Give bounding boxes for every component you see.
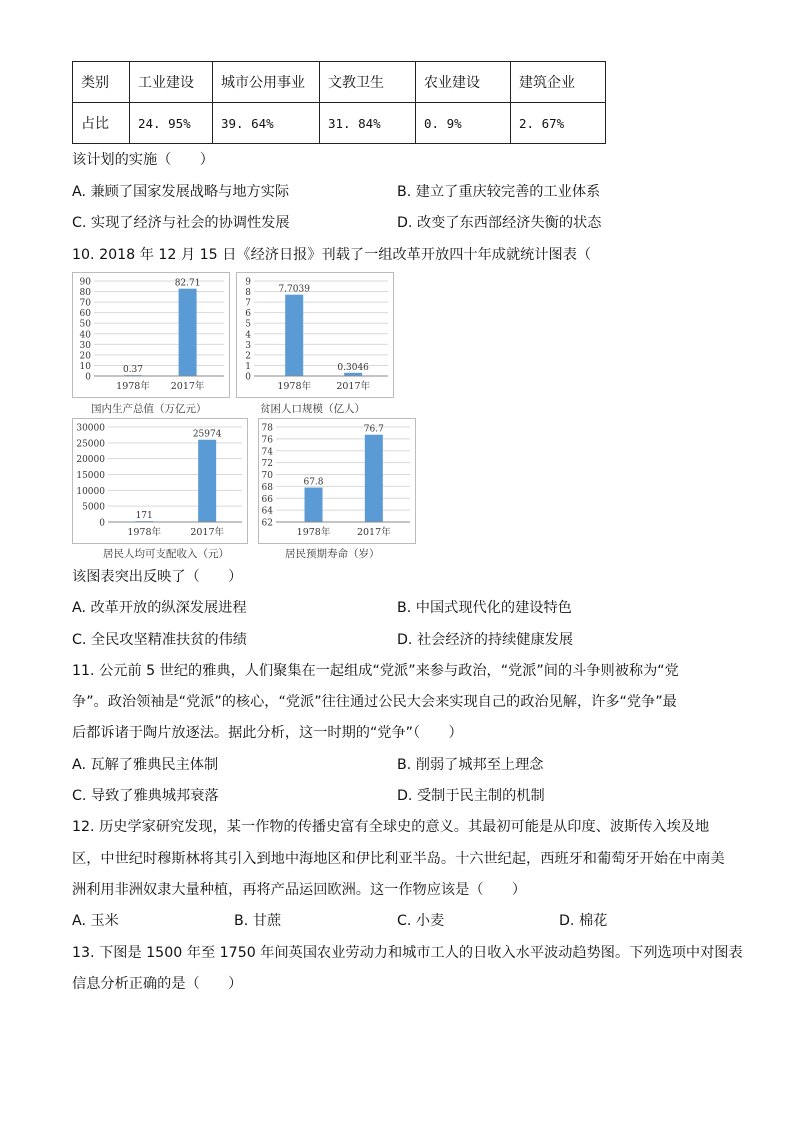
bar — [285, 295, 303, 376]
y-tick-label: 62 — [261, 518, 273, 529]
y-tick-label: 20 — [79, 351, 91, 362]
question-text: 区，中世纪时穆斯林将其引入到地中海地区和伊比利亚半岛。十六世纪起，西班牙和葡萄牙开始在中南美 — [72, 851, 725, 867]
y-tick-label: 30000 — [76, 423, 105, 434]
y-tick-label: 70 — [261, 471, 273, 481]
y-tick-label: 8 — [245, 288, 251, 299]
bar — [198, 440, 216, 522]
question-text: 13. 下图是 1500 年至 1750 年间英国农业劳动力和城市工人的日收入水平波动趋势图。下列选项中对图表 — [72, 945, 743, 961]
y-tick-label: 40 — [79, 330, 91, 341]
data-label: 25974 — [192, 429, 222, 440]
question-stem: 该图表突出反映了（ ） — [72, 569, 243, 585]
option-a: A. 瓦解了雅典民主体制 — [72, 757, 219, 773]
y-tick-label: 10000 — [76, 486, 105, 497]
option-d: D. 棉花 — [559, 913, 608, 929]
chart-caption: 居民人均可支配收入（元） — [103, 548, 229, 560]
y-tick-label: 0 — [245, 372, 251, 383]
y-tick-label: 0 — [99, 518, 105, 529]
y-tick-label: 64 — [261, 506, 273, 517]
question-text: 信息分析正确的是（ ） — [72, 976, 243, 992]
y-tick-label: 30 — [79, 340, 91, 351]
table-cell: 城市公用事业 — [213, 62, 320, 103]
x-tick-label: 2017年 — [356, 527, 391, 538]
bar — [305, 488, 323, 522]
y-tick-label: 15000 — [76, 471, 105, 481]
bar — [179, 289, 197, 376]
income-chart — [72, 418, 248, 544]
option-a: A. 玉米 — [72, 913, 119, 929]
y-tick-label: 6 — [245, 309, 251, 320]
y-tick-label: 5 — [245, 319, 251, 330]
option-d: D. 改变了东西部经济失衡的状态 — [397, 215, 602, 231]
table-cell: 0. 9% — [416, 103, 511, 144]
question-stem: 该计划的实施（ ） — [72, 152, 214, 168]
data-label: 67.8 — [303, 477, 324, 488]
table-cell: 24. 95% — [130, 103, 213, 144]
table-cell: 占比 — [73, 103, 130, 144]
table-cell: 农业建设 — [416, 62, 511, 103]
chart-svg — [236, 272, 394, 398]
table-row — [73, 103, 606, 144]
y-tick-label: 68 — [261, 482, 273, 493]
data-label: 82.71 — [174, 278, 201, 289]
y-tick-label: 9 — [245, 277, 251, 288]
y-tick-label: 60 — [79, 309, 91, 320]
x-tick-label: 1978年 — [127, 527, 162, 538]
chart-caption: 贫困人口规模（亿人） — [260, 403, 365, 415]
chart-caption: 国内生产总值（万亿元） — [91, 403, 207, 415]
chart-caption: 居民预期寿命（岁） — [285, 548, 380, 560]
poverty-chart — [236, 272, 394, 398]
x-tick-label: 2017年 — [336, 381, 371, 392]
x-tick-label: 2017年 — [170, 381, 205, 392]
table-cell: 2. 67% — [511, 103, 606, 144]
y-tick-label: 5000 — [82, 502, 105, 513]
table-cell: 文教卫生 — [320, 62, 416, 103]
option-b: B. 中国式现代化的建设特色 — [397, 600, 572, 616]
y-tick-label: 4 — [245, 330, 251, 341]
option-b: B. 建立了重庆较完善的工业体系 — [397, 184, 601, 200]
y-tick-label: 1 — [245, 361, 251, 372]
y-tick-label: 50 — [79, 319, 91, 330]
table-header-row — [73, 62, 606, 103]
y-tick-label: 80 — [79, 288, 91, 299]
y-tick-label: 2 — [245, 351, 251, 362]
y-tick-label: 78 — [261, 423, 273, 434]
x-tick-label: 1978年 — [116, 381, 150, 392]
option-c: C. 实现了经济与社会的协调性发展 — [72, 215, 290, 231]
bar — [365, 435, 383, 522]
option-a: A. 兼顾了国家发展战略与地方实际 — [72, 184, 290, 200]
chart-frame — [259, 419, 416, 544]
table-cell: 建筑企业 — [511, 62, 606, 103]
y-tick-label: 74 — [261, 447, 273, 458]
option-c: C. 导致了雅典城邦衰落 — [72, 788, 219, 804]
question-text: 11. 公元前 5 世纪的雅典，人们聚集在一起组成“党派”来参与政治，“党派”间的斗争则被称为“党 — [72, 663, 679, 679]
x-tick-label: 2017年 — [190, 527, 225, 538]
y-tick-label: 3 — [245, 340, 251, 351]
y-tick-label: 72 — [261, 459, 273, 470]
option-c: C. 全民攻坚精准扶贫的伟绩 — [72, 632, 247, 648]
table-cell: 39. 64% — [213, 103, 320, 144]
x-tick-label: 1978年 — [277, 381, 312, 392]
data-label: 0.37 — [122, 365, 144, 376]
y-tick-label: 90 — [79, 277, 91, 288]
y-tick-label: 20000 — [76, 455, 105, 466]
question-text: 争”。政治领袖是“党派”的核心，“党派”往往通过公民大会来实现自己的政治见解，许多“党争”最 — [72, 694, 677, 710]
question-text: 洲利用非洲奴隶大量种植，再将产品运回欧洲。这一作物应该是（ ） — [72, 882, 527, 898]
life-expectancy-chart — [258, 418, 416, 544]
chart-svg — [72, 418, 248, 544]
y-tick-label: 10 — [79, 361, 91, 372]
option-b: B. 削弱了城邦至上理念 — [397, 757, 544, 773]
data-label: 0.3046 — [337, 362, 369, 373]
y-tick-label: 0 — [85, 372, 91, 383]
y-tick-label: 25000 — [76, 439, 105, 450]
y-tick-label: 76 — [261, 435, 273, 446]
data-label: 76.7 — [363, 424, 384, 435]
gdp-chart — [72, 272, 230, 398]
table-cell: 31. 84% — [320, 103, 416, 144]
y-tick-label: 66 — [261, 494, 273, 505]
category-table — [72, 61, 606, 144]
chart-svg — [258, 418, 416, 544]
table-cell: 工业建设 — [130, 62, 213, 103]
question-stem: 10. 2018 年 12 月 15 日《经济日报》刊载了一组改革开放四十年成就统计图表（ — [72, 247, 592, 263]
chart-svg — [72, 272, 230, 398]
option-c: C. 小麦 — [397, 913, 445, 929]
option-b: B. 甘蔗 — [234, 913, 282, 929]
option-d: D. 社会经济的持续健康发展 — [397, 632, 574, 648]
x-tick-label: 1978年 — [296, 527, 331, 538]
data-label: 171 — [135, 511, 153, 522]
data-label: 7.7039 — [278, 284, 310, 295]
y-tick-label: 70 — [79, 298, 91, 309]
option-d: D. 受制于民主制的机制 — [397, 788, 545, 804]
question-text: 后都诉诸于陶片放逐法。据此分析，这一时期的“党争”（ ） — [72, 725, 463, 741]
option-a: A. 改革开放的纵深发展进程 — [72, 600, 247, 616]
question-text: 12. 历史学家研究发现，某一作物的传播史富有全球史的意义。其最初可能是从印度、波斯传入埃及地 — [72, 819, 710, 835]
y-tick-label: 7 — [245, 298, 251, 309]
table-cell: 类别 — [73, 62, 130, 103]
